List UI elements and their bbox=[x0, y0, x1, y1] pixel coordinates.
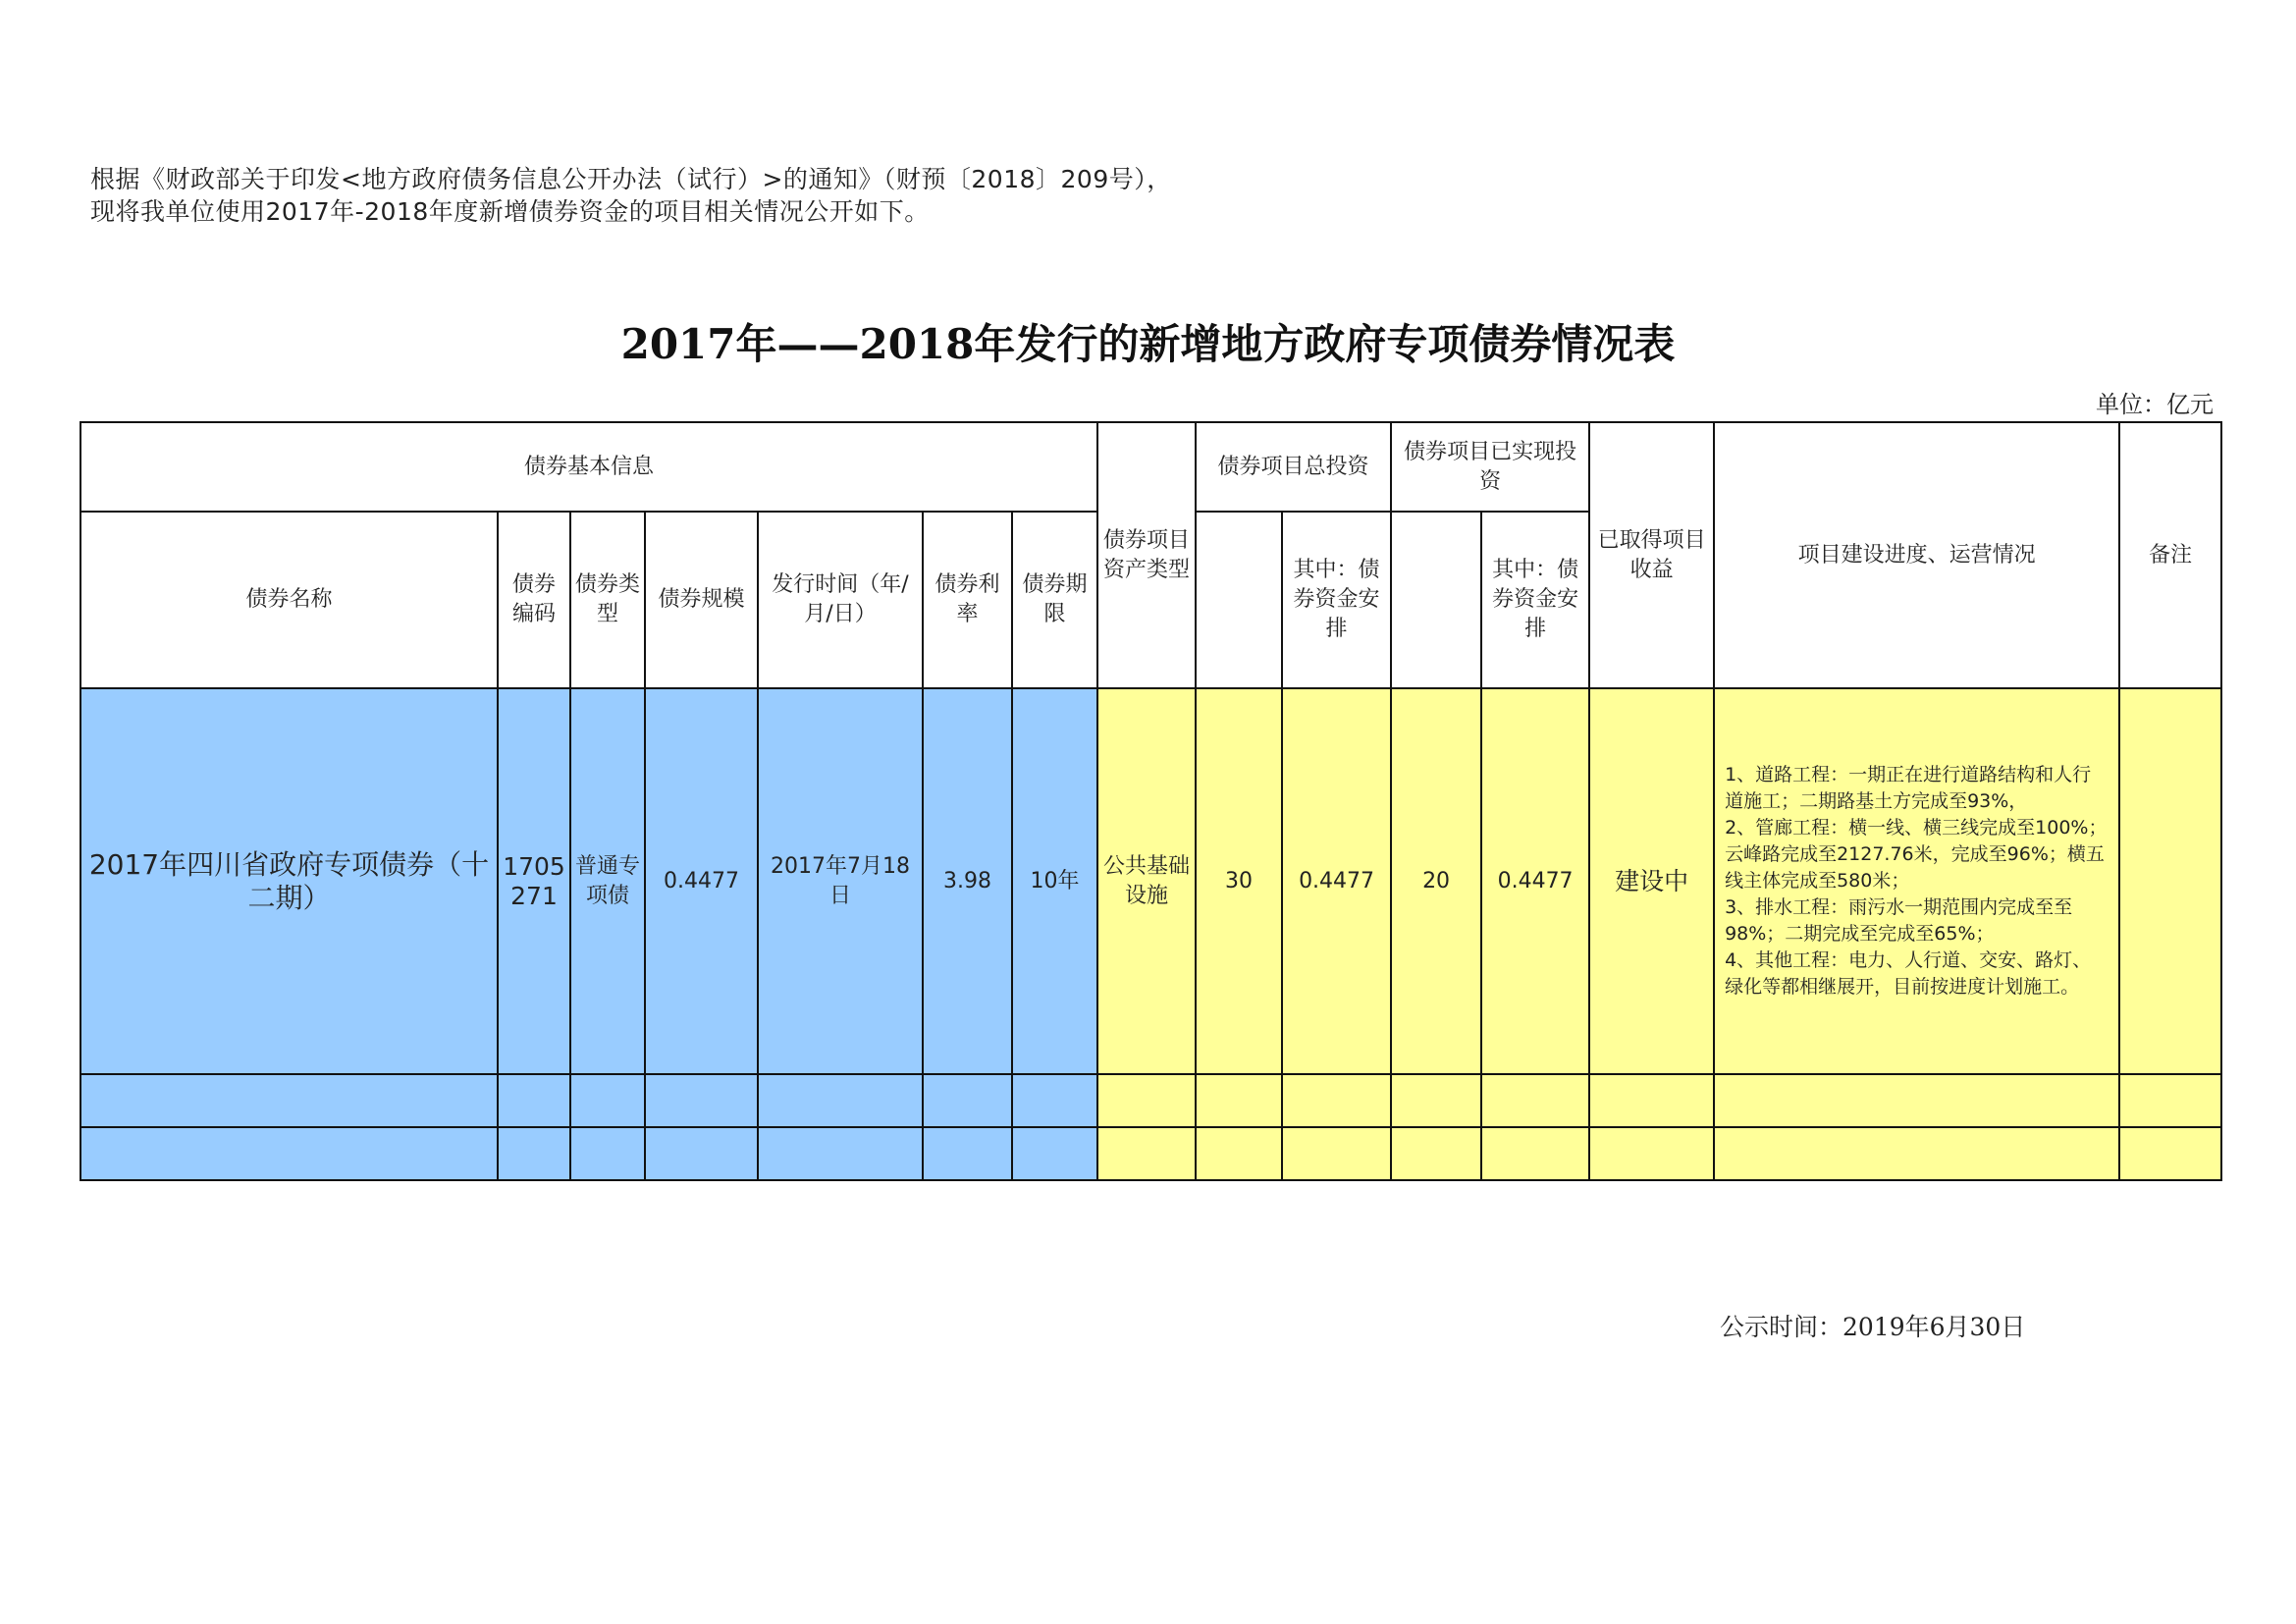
empty-cell bbox=[1481, 1127, 1589, 1180]
empty-cell bbox=[498, 1074, 570, 1127]
empty-cell bbox=[1196, 1127, 1282, 1180]
cell-progress bbox=[1714, 688, 2119, 1074]
table-row bbox=[80, 688, 2221, 1074]
empty-cell bbox=[1196, 1074, 1282, 1127]
cell-issue-date: 2017年7月18日 bbox=[758, 688, 923, 1074]
header-issue-date: 发行时间（年/月/日） bbox=[758, 512, 923, 688]
header-total-blank bbox=[1196, 512, 1282, 688]
intro-paragraph bbox=[90, 163, 1172, 228]
cell-revenue: 建设中 bbox=[1589, 688, 1714, 1074]
cell-term: 10年 bbox=[1012, 688, 1097, 1074]
empty-cell bbox=[1391, 1127, 1481, 1180]
header-rate: 债券利率 bbox=[923, 512, 1012, 688]
header-row-1 bbox=[80, 422, 2221, 512]
empty-cell bbox=[1282, 1127, 1391, 1180]
empty-cell bbox=[1714, 1074, 2119, 1127]
empty-cell bbox=[1012, 1074, 1097, 1127]
header-scale: 债券规模 bbox=[645, 512, 758, 688]
empty-cell bbox=[758, 1127, 923, 1180]
header-realized-investment: 债券项目已实现投资 bbox=[1391, 422, 1589, 512]
empty-cell bbox=[758, 1074, 923, 1127]
progress-item-1: 1、道路工程：一期正在进行道路结构和人行道施工；二期路基土方完成至93%， bbox=[1725, 764, 2092, 812]
cell-remark bbox=[2119, 688, 2221, 1074]
empty-cell bbox=[570, 1074, 645, 1127]
empty-cell bbox=[645, 1074, 758, 1127]
cell-rate: 3.98 bbox=[923, 688, 1012, 1074]
header-type: 债券类型 bbox=[570, 512, 645, 688]
cell-total-sub: 0.4477 bbox=[1282, 688, 1391, 1074]
empty-cell bbox=[498, 1127, 570, 1180]
cell-total-investment: 30 bbox=[1196, 688, 1282, 1074]
unit-label: 单位：亿元 bbox=[2096, 391, 2214, 418]
cell-realized-sub: 0.4477 bbox=[1481, 688, 1589, 1074]
empty-cell bbox=[1589, 1074, 1714, 1127]
cell-code: 1705271 bbox=[498, 688, 570, 1074]
empty-cell bbox=[80, 1127, 498, 1180]
empty-cell bbox=[1012, 1127, 1097, 1180]
header-asset-type: 债券项目资产类型 bbox=[1097, 422, 1196, 688]
empty-cell bbox=[645, 1127, 758, 1180]
bond-table bbox=[80, 421, 2222, 1181]
header-remark: 备注 bbox=[2119, 422, 2221, 688]
cell-asset-type: 公共基础设施 bbox=[1097, 688, 1196, 1074]
header-total-sub: 其中：债券资金安排 bbox=[1282, 512, 1391, 688]
empty-cell bbox=[2119, 1074, 2221, 1127]
header-term: 债券期限 bbox=[1012, 512, 1097, 688]
cell-type: 普通专项债 bbox=[570, 688, 645, 1074]
cell-name: 2017年四川省政府专项债券（十二期） bbox=[80, 688, 498, 1074]
intro-line-1: 根据《财政部关于印发<地方政府债务信息公开办法（试行）>的通知》（财预〔2018〕209号）， bbox=[90, 165, 1172, 193]
table-title: 2017年——2018年发行的新增地方政府专项债券情况表 bbox=[620, 320, 1676, 368]
empty-cell bbox=[2119, 1127, 2221, 1180]
header-name: 债券名称 bbox=[80, 512, 498, 688]
empty-cell bbox=[1097, 1074, 1196, 1127]
header-basic-info: 债券基本信息 bbox=[80, 422, 1097, 512]
header-realized-blank bbox=[1391, 512, 1481, 688]
progress-item-2: 2、管廊工程：横一线、横三线完成至100%；云峰路完成至2127.76米，完成至96%；横五线主体完成至580米； bbox=[1725, 817, 2108, 892]
empty-cell bbox=[80, 1074, 498, 1127]
header-revenue: 已取得项目收益 bbox=[1589, 422, 1714, 688]
cell-scale: 0.4477 bbox=[645, 688, 758, 1074]
empty-cell bbox=[1391, 1074, 1481, 1127]
empty-cell bbox=[923, 1074, 1012, 1127]
table-row-empty bbox=[80, 1127, 2221, 1180]
empty-cell bbox=[1714, 1127, 2119, 1180]
empty-cell bbox=[1481, 1074, 1589, 1127]
progress-item-3: 3、排水工程：雨污水一期范围内完成至至98%；二期完成至完成至65%； bbox=[1725, 896, 2073, 945]
empty-cell bbox=[1097, 1127, 1196, 1180]
header-total-investment: 债券项目总投资 bbox=[1196, 422, 1391, 512]
empty-cell bbox=[570, 1127, 645, 1180]
header-realized-sub: 其中：债券资金安排 bbox=[1481, 512, 1589, 688]
empty-cell bbox=[1589, 1127, 1714, 1180]
header-progress: 项目建设进度、运营情况 bbox=[1714, 422, 2119, 688]
table-row-empty bbox=[80, 1074, 2221, 1127]
intro-line-2: 现将我单位使用2017年-2018年度新增债券资金的项目相关情况公开如下。 bbox=[90, 197, 930, 226]
empty-cell bbox=[923, 1127, 1012, 1180]
publish-time: 公示时间：2019年6月30日 bbox=[1720, 1313, 2026, 1341]
cell-realized-investment: 20 bbox=[1391, 688, 1481, 1074]
empty-cell bbox=[1282, 1074, 1391, 1127]
progress-item-4: 4、其他工程：电力、人行道、交安、路灯、绿化等都相继展开，目前按进度计划施工。 bbox=[1725, 949, 2092, 998]
header-code: 债券编码 bbox=[498, 512, 570, 688]
